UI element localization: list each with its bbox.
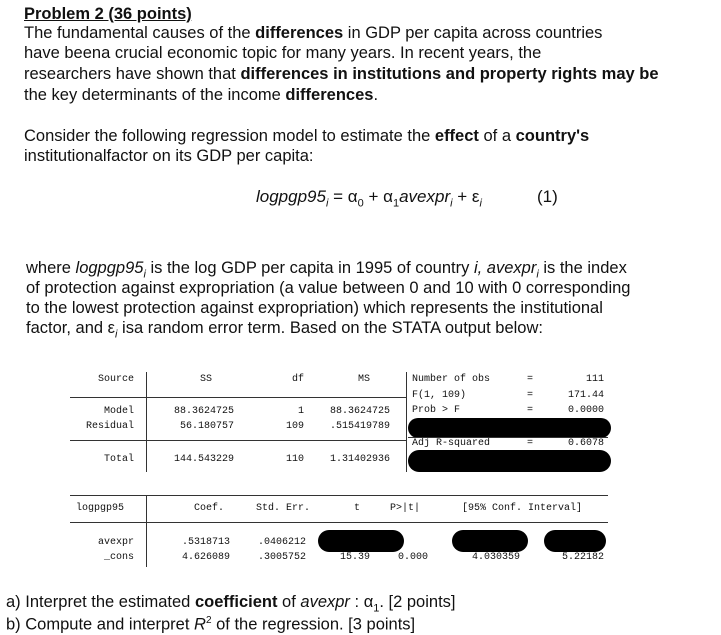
coef-row-cons-hi: 5.22182 xyxy=(561,552,604,563)
intro-line-4: the key determinants of the income differences. xyxy=(24,86,379,104)
coef-header-depvar: logpgp95 xyxy=(76,503,125,514)
stats-rule xyxy=(408,437,608,438)
regression-equation: $logpgp95_i = \alpha_0 + \alpha_1avexpr_i + \varepsilon_i$ xyxy=(256,187,482,210)
anova-row-residual-ms: .515419789 xyxy=(329,421,390,432)
anova-rule-2 xyxy=(70,440,406,441)
anova-rule-1 xyxy=(70,397,406,398)
stat-eq-nobs: = xyxy=(527,374,534,385)
anova-total-source: Total xyxy=(103,454,134,465)
coef-row-avexpr-coef: .5318713 xyxy=(181,537,230,548)
stat-eq-f: = xyxy=(527,390,534,401)
anova-row-model-df: 1 xyxy=(297,406,304,417)
anova-row-model-ms: 88.3624725 xyxy=(329,406,390,417)
stat-label-nobs: Number of obs xyxy=(412,374,491,385)
coef-row-cons-t: 15.39 xyxy=(339,552,370,563)
intro-line-3: researchers have shown that differences in institutions and property rights may be xyxy=(24,65,659,83)
coef-header-ci: [95% Conf. Interval] xyxy=(462,503,583,514)
stat-label-f: F(1, 109) xyxy=(412,390,467,401)
stat-value-nobs: 111 xyxy=(585,374,604,385)
coef-header-se: Std. Err. xyxy=(255,503,310,514)
redaction-rootmse xyxy=(408,450,611,472)
where-line-4: factor, and $\varepsilon_i$ isa random error term. Based on the STATA output below: xyxy=(26,319,543,341)
stat-label-adjr2: Adj R-squared xyxy=(412,438,491,449)
coef-header-rule xyxy=(70,522,608,523)
anova-total-ms: 1.31402936 xyxy=(329,454,390,465)
redaction-avexpr-ci-high xyxy=(544,530,606,552)
coef-row-cons-lo: 4.030359 xyxy=(471,552,520,563)
stat-eq-probf: = xyxy=(527,405,534,416)
coef-row-cons-p: 0.000 xyxy=(397,552,428,563)
anova-total-ss: 144.543229 xyxy=(173,454,234,465)
where-line-1: where $logpgp95_i$ is the log GDP per capita in 1995 of country i, avexpr$_i$ is the index xyxy=(26,259,627,281)
stat-value-probf: 0.0000 xyxy=(567,405,604,416)
coef-row-avexpr-se: .0406212 xyxy=(257,537,306,548)
coef-row-cons-coef: 4.626089 xyxy=(181,552,230,563)
intro-line-2: have beena crucial economic topic for many years. In recent years, the xyxy=(24,44,542,62)
where-line-3: to the lowest protection against expropriation) which represents the institutional xyxy=(26,299,603,317)
anova-header-df: df xyxy=(291,374,304,385)
coef-row-cons-se: .3005752 xyxy=(257,552,306,563)
consider-line-2: institutionalfactor on its GDP per capita: xyxy=(24,147,314,165)
stat-value-adjr2: 0.6078 xyxy=(567,438,604,449)
coef-divider xyxy=(146,495,147,567)
problem-title: Problem 2 (36 points) xyxy=(24,5,192,23)
anova-row-model-ss: 88.3624725 xyxy=(173,406,234,417)
anova-divider xyxy=(146,372,147,472)
coef-header-coef: Coef. xyxy=(193,503,224,514)
redaction-rsquared xyxy=(408,418,611,438)
stat-value-f: 171.44 xyxy=(567,390,604,401)
question-b: b) Compute and interpret $R^2$ of the regression. [3 points] xyxy=(6,615,416,634)
anova-row-residual-df: 109 xyxy=(285,421,304,432)
coef-header-p: P>|t| xyxy=(390,503,421,514)
coef-row-avexpr-var: avexpr xyxy=(97,537,134,548)
redaction-avexpr-t-p xyxy=(318,530,404,552)
redaction-avexpr-ci-low xyxy=(452,530,528,552)
intro-line-1: The fundamental causes of the differences in GDP per capita across countries xyxy=(24,24,603,42)
anova-total-df: 110 xyxy=(285,454,304,465)
anova-header-source: Source xyxy=(97,374,134,385)
coef-header-t: t xyxy=(353,503,360,514)
anova-row-residual-ss: 56.180757 xyxy=(179,421,234,432)
anova-row-residual-source: Residual xyxy=(85,421,134,432)
anova-header-ss: SS xyxy=(199,374,212,385)
stat-label-probf: Prob > F xyxy=(412,405,461,416)
stat-eq-adjr2: = xyxy=(527,438,534,449)
equation-label: (1) xyxy=(537,187,558,206)
anova-row-model-source: Model xyxy=(103,406,134,417)
where-line-2: of protection against expropriation (a value between 0 and 10 with 0 corresponding xyxy=(26,279,631,297)
consider-line-1: Consider the following regression model to estimate the effect of a country's xyxy=(24,127,590,145)
anova-stats-divider xyxy=(406,372,407,472)
question-a: a) Interpret the estimated coefficient of avexpr : $\alpha_1$. [2 points] xyxy=(6,593,456,615)
coef-row-cons-var: _cons xyxy=(103,552,134,563)
anova-header-ms: MS xyxy=(357,374,370,385)
coef-top-rule xyxy=(70,495,608,496)
